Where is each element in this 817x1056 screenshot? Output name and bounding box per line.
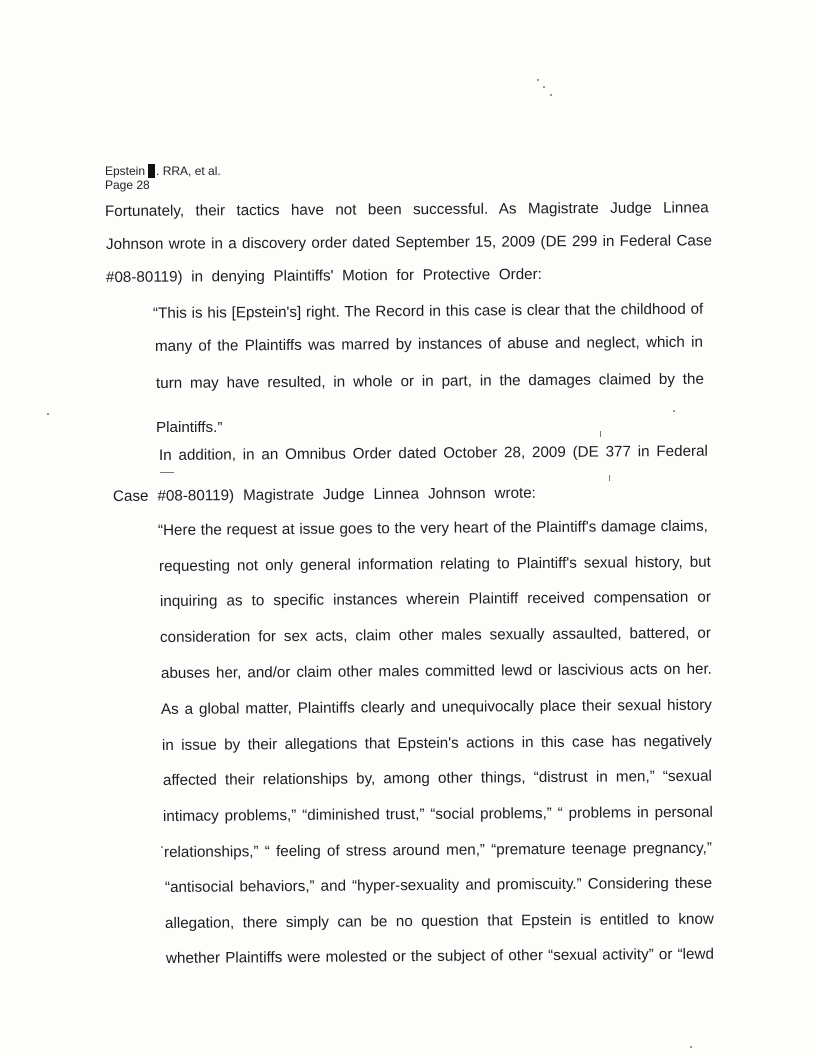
body-line: in issue by their allegations that Epstein's actions in this case has negatively [161, 732, 712, 754]
redaction-block [148, 164, 155, 178]
body-line: intimacy problems,” “diminished trust,” “social problems,” “ problems in personal [162, 803, 713, 825]
body-line: allegation, there simply can be no question that Epstein is entitled to know [164, 910, 714, 932]
body-line: whether Plaintiffs were molested or the subject of other “sexual activity” or “lewd [165, 945, 714, 967]
body-line: Johnson wrote in a discovery order dated September 15, 2009 (DE 299 in Federal Case [105, 232, 712, 253]
case-caption-prefix: Epstein [105, 164, 146, 178]
body-line: turn may have resulted, in whole or in part, in the damages claimed by the [155, 370, 704, 392]
case-header [105, 164, 221, 192]
body-line: Fortunately, their tactics have not been successful. As Magistrate Judge Linnea [104, 199, 709, 220]
scan-speck [550, 94, 552, 96]
body-line: In addition, in an Omnibus Order dated October 28, 2009 (DE 377 in Federal [158, 442, 708, 464]
body-line: requesting not only general information relating to Plaintiff's sexual history, but [158, 553, 711, 575]
body-line: “This is his [Epstein's] right. The Record in this case is clear that the childhood of [152, 300, 704, 322]
scan-speck [537, 79, 539, 81]
scan-speck [690, 1046, 692, 1048]
body-line: affected their relationships by, among other things, “distrust in men,” “sexual [162, 767, 712, 789]
body-line: As a global matter, Plaintiffs clearly and unequivocally place their sexual history [160, 696, 712, 718]
scan-speck [673, 410, 675, 412]
scan-speck [160, 472, 174, 473]
case-caption [105, 164, 221, 178]
scan-speck [161, 846, 163, 848]
body-line: “antisocial behaviors,” and “hyper-sexuality and promiscuity.” Considering these [164, 874, 713, 896]
body-line: Plaintiffs.” [156, 419, 223, 436]
body-line: Case #08-80119) Magistrate Judge Linnea Johnson wrote: [112, 484, 536, 505]
body-line: abuses her, and/or claim other males committed lewd or lascivious acts on her. [160, 660, 712, 682]
body-line: many of the Plaintiffs was marred by instances of abuse and neglect, which in [154, 333, 703, 355]
body-line: relationships,” “ feeling of stress around men,” “premature teenage pregnancy,” [163, 839, 712, 861]
scan-speck [609, 475, 610, 481]
body-line: #08-80119) in denying Plaintiffs' Motion for Protective Order: [105, 265, 542, 286]
scan-speck [543, 86, 545, 88]
body-line: inquiring as to specific instances wherein Plaintiff received compensation or [159, 588, 711, 610]
body-line: “Here the request at issue goes to the very heart of the Plaintiff's damage claims, [157, 517, 708, 539]
body-line: consideration for sex acts, claim other males sexually assaulted, battered, or [159, 624, 711, 646]
page-number: Page 28 [105, 178, 150, 192]
scan-speck [600, 431, 601, 437]
case-caption-suffix: . RRA, et al. [156, 164, 221, 178]
scan-speck [47, 413, 49, 415]
